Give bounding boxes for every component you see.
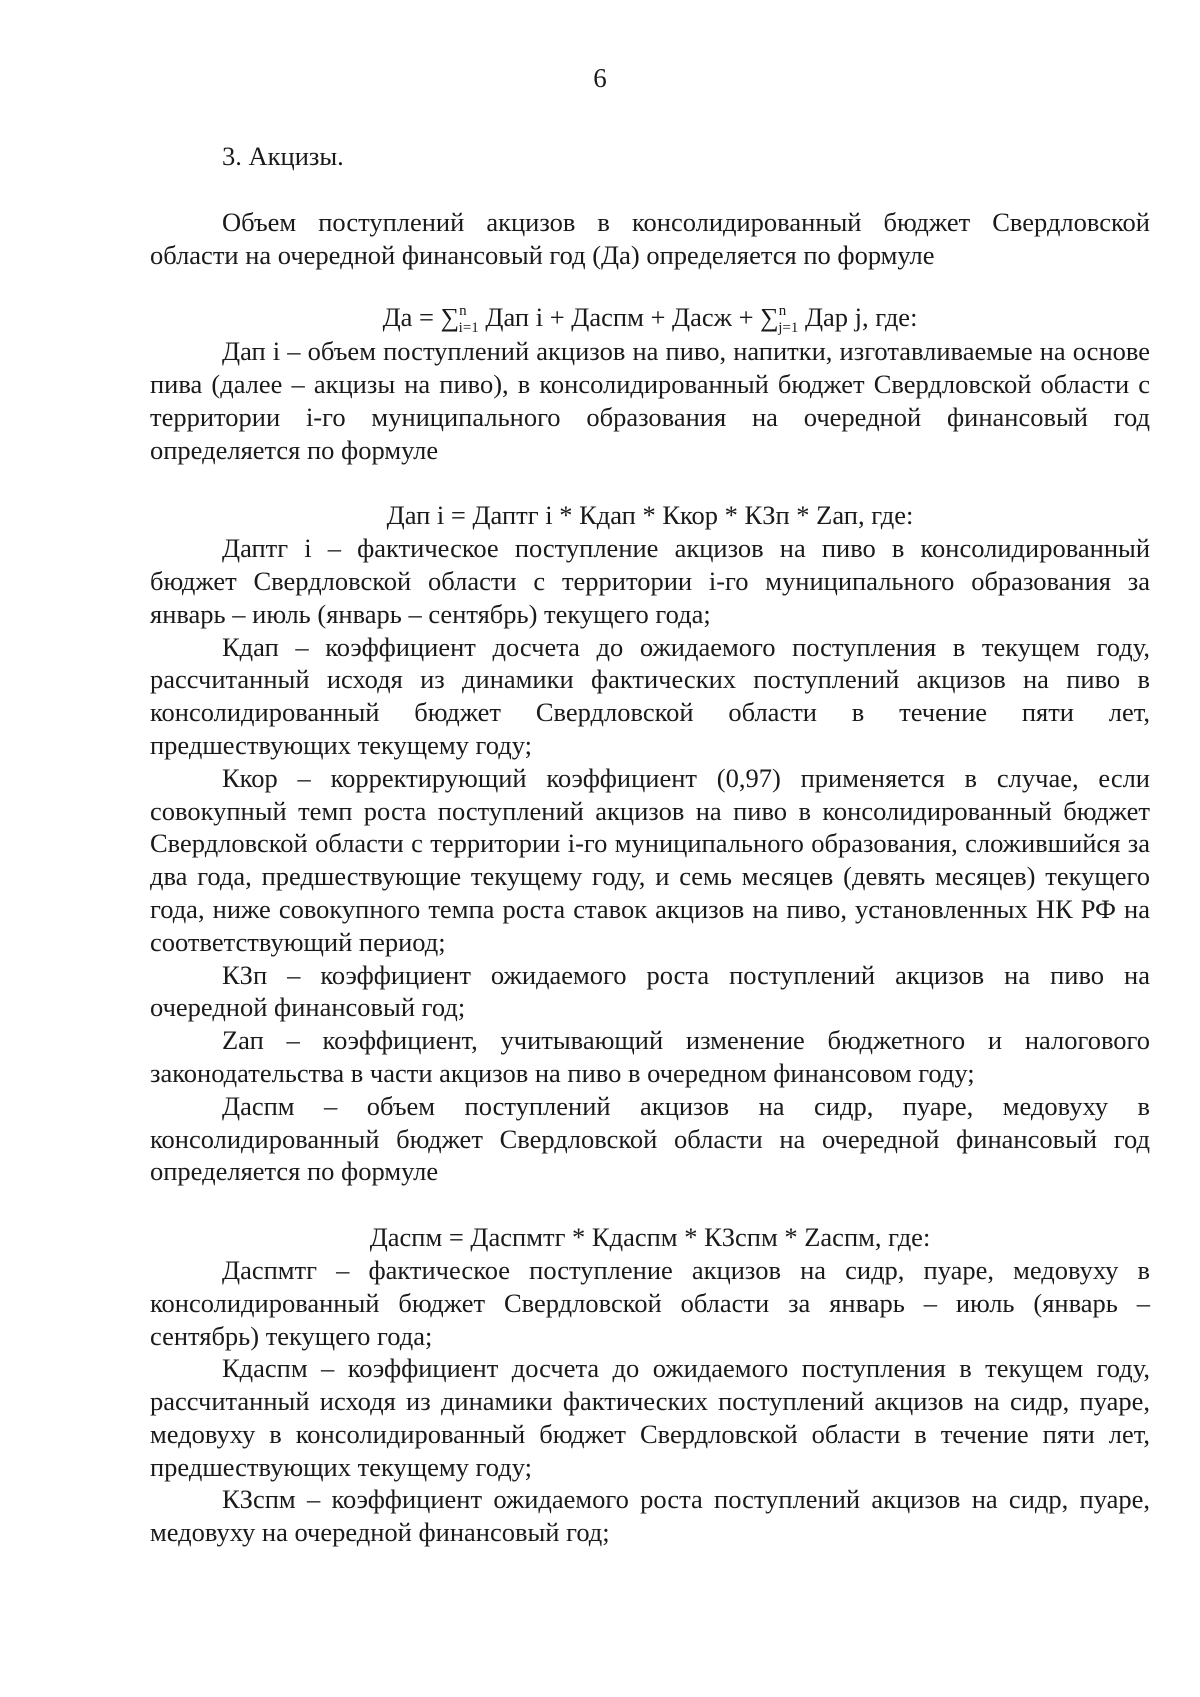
page-number: 6	[593, 63, 607, 93]
definition-daspmtg: Даспмтг – фактическое поступление акцизов на сидр, пуаре, медовуху в консолидированный бюджет Свердловской области за январь – июль (январь – сентябрь) текущего года;	[150, 1254, 1150, 1351]
formula-term: Даспм + Дасж +	[571, 302, 754, 333]
formula-term: Дап i +	[485, 302, 565, 333]
definition-daspm: Даспм – объем поступлений акцизов на сидр, пуаре, медовуху в консолидированный бюджет Свердловской области на очередной финансовый год определяется по формуле	[150, 1090, 1150, 1187]
section-heading: 3. Акцизы.	[222, 141, 344, 171]
sum-upper-limit: n	[459, 303, 467, 320]
intro-paragraph: Объем поступлений акцизов в консолидированный бюджет Свердловской области на очередной финансовый год (Да) определяется по формуле	[150, 206, 1150, 270]
sum-symbol: ∑	[760, 303, 779, 333]
formula-cider-excise: Даспм = Даспмтг * Кдаспм * КЗспм * Zаспм, где:	[369, 1222, 931, 1253]
formula-lhs: Да =	[382, 302, 434, 333]
formula-term: Дар j, где:	[804, 302, 918, 333]
formula-total-excise	[150, 301, 1150, 335]
definition-dap: Дап i – объем поступлений акцизов на пиво, напитки, изготавливаемые на основе пива (далее – акцизы на пиво), в консолидированный бюджет Свердловской области с территории i-го муниципального образования на очередной финансовый год определяется по формуле	[150, 336, 1150, 465]
sum-lower-limit: j=1	[778, 320, 799, 337]
definition-kkor: Ккор – корректирующий коэффициент (0,97) применяется в случае, если совокупный темп роста поступлений акцизов на пиво в консолидированный бюджет Свердловской области с территории i-го муниципального образования, сложившийся за два года, предшествующие текущему году, и семь месяцев (девять месяцев) текущего года, ниже совокупного темпа роста ставок акцизов на пиво, установленных НК РФ на соответствующий период;	[150, 762, 1150, 957]
definition-kdaspm: Кдаспм – коэффициент досчета до ожидаемого поступления в текущем году, рассчитанный исходя из динамики фактических поступлений акцизов на сидр, пуаре, медовуху в консолидированный бюджет Свердловской области в течение пяти лет, предшествующих текущему году;	[150, 1353, 1150, 1482]
definition-zap: Zап – коэффициент, учитывающий изменение бюджетного и налогового законодательства в части акцизов на пиво в очередном финансовом году;	[150, 1025, 1150, 1088]
definition-kzspm: КЗспм – коэффициент ожидаемого роста поступлений акцизов на сидр, пуаре, медовуху на очередной финансовый год;	[150, 1484, 1150, 1548]
definition-daptg: Даптг i – фактическое поступление акцизов на пиво в консолидированный бюджет Свердловской области с территории i-го муниципального образования за январь – июль (январь – сентябрь) текущего года;	[150, 533, 1150, 629]
document-body	[150, 140, 1150, 1549]
definition-kzp: КЗп – коэффициент ожидаемого роста поступлений акцизов на пиво на очередной финансовый год;	[150, 959, 1150, 1023]
sum-symbol: ∑	[440, 303, 460, 333]
sum-lower-limit: i=1	[458, 320, 479, 337]
definition-kdap: Кдап – коэффициент досчета до ожидаемого поступления в текущем году, рассчитанный исходя из динамики фактических поступлений акцизов на пиво в консолидированный бюджет Свердловской области в течение пяти лет, предшествующих текущему году;	[150, 631, 1150, 760]
formula-beer-excise: Дап i = Даптг i * Кдап * Ккор * КЗп * Zап, где:	[386, 500, 914, 531]
sum-upper-limit: n	[778, 303, 787, 320]
